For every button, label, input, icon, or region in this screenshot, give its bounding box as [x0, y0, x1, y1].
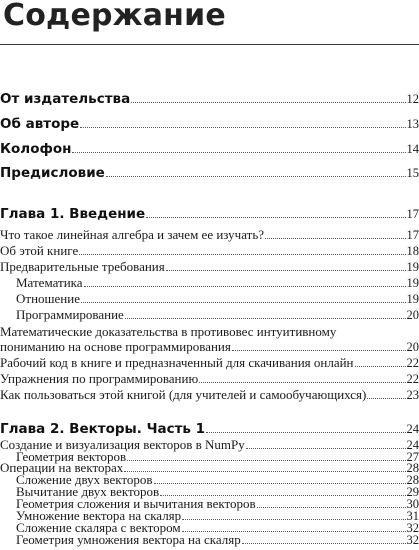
dot-leader	[131, 102, 405, 103]
dot-leader	[125, 318, 406, 319]
toc-page-number: 30	[406, 497, 419, 512]
dot-leader	[367, 398, 405, 399]
dot-leader	[84, 286, 406, 287]
toc-chapter-1[interactable]	[0, 206, 419, 224]
toc-entry-label: пониманию на основе программирования	[0, 339, 231, 354]
toc-entry-label: Создание и визуализация векторов в NumPy	[0, 436, 245, 452]
toc-page-number: 19	[406, 260, 419, 274]
toc-page-number: 17	[406, 228, 419, 242]
toc-page-number: 24	[406, 422, 419, 436]
toc-entry-label: Отношение	[16, 291, 80, 306]
toc-page-number: 28	[406, 461, 419, 476]
dot-leader	[199, 382, 405, 383]
toc-entry-label: Сложение скаляра с вектором	[16, 520, 181, 536]
toc-page-number: 15	[406, 166, 419, 180]
toc-page-number: 18	[406, 244, 419, 258]
toc-page-number: 22	[406, 356, 419, 370]
dot-leader	[206, 432, 405, 433]
title-rule	[0, 44, 419, 45]
dot-leader	[166, 270, 406, 271]
toc-entry-label: Что такое линейная алгебра и зачем ее изучать?	[0, 227, 265, 242]
dot-leader	[80, 127, 405, 128]
toc-page-number: 23	[406, 388, 419, 402]
toc-entry-label: Геометрия сложения и вычитания векторов	[16, 496, 256, 512]
toc-entry-label: Геометрия векторов	[16, 448, 127, 464]
toc-entry-label: Об авторе	[0, 116, 80, 132]
toc-page-number: 20	[406, 340, 419, 354]
toc-entry-label: Сложение двух векторов	[16, 472, 153, 488]
toc-page-number: 14	[406, 142, 419, 156]
toc-entry-label: Рабочий код в книге и предназначенный для скачивания онлайн	[0, 355, 354, 370]
page-title: Содержание	[3, 0, 226, 33]
toc-page-number: 22	[406, 372, 419, 386]
toc-entry-front-3[interactable]	[0, 141, 419, 159]
toc-page-number: 29	[406, 485, 419, 500]
toc-entry-label: Операции на векторах	[0, 460, 124, 476]
toc-entry-label: Математика	[16, 275, 83, 290]
toc-page-number: 32	[406, 533, 419, 547]
toc-entry-label-line1: Математические доказательства в противовес интуитивному	[0, 324, 337, 339]
dot-leader	[106, 176, 406, 177]
toc-page-number: 28	[406, 473, 419, 488]
dot-leader	[81, 302, 406, 303]
toc-entry-label: Колофон	[0, 141, 72, 157]
toc-entry-front-4[interactable]	[0, 165, 419, 183]
chapter-title: Глава 1. Введение	[0, 206, 146, 222]
toc-page-number: 12	[406, 92, 419, 106]
toc-entry[interactable]	[0, 387, 419, 405]
chapter-title: Глава 2. Векторы. Часть 1	[0, 421, 206, 437]
toc-page-number: 24	[406, 437, 419, 452]
toc-entry-label: Программирование	[16, 307, 124, 322]
toc-page-number: 17	[406, 207, 419, 221]
toc-page-number: 27	[406, 449, 419, 464]
toc-entry-label: Об этой книге	[0, 243, 79, 258]
toc-page-number: 32	[406, 521, 419, 536]
toc-entry-label: Как пользоваться этой книгой (для учителей и самообучающихся)	[0, 387, 367, 402]
dot-leader	[242, 543, 406, 544]
dot-leader	[79, 254, 405, 255]
toc-entry-label: Упражнения по программированию	[0, 371, 199, 386]
dot-leader	[232, 350, 406, 351]
toc-entry-front-2[interactable]	[0, 116, 419, 134]
toc-entry-label: Предисловие	[0, 165, 105, 181]
toc-entry-label: Вычитание двух векторов	[16, 484, 160, 500]
dot-leader	[146, 217, 405, 218]
toc-page-number: 19	[406, 276, 419, 290]
toc-entry-label: Предварительные требования	[0, 259, 165, 274]
dot-leader	[355, 366, 406, 367]
toc-page-number: 19	[406, 292, 419, 306]
toc-entry-label: Умножение вектора на скаляр	[16, 508, 182, 524]
toc-subentry[interactable]	[0, 532, 419, 550]
dot-leader	[265, 238, 405, 239]
dot-leader	[72, 152, 405, 153]
toc-page-number: 31	[406, 509, 419, 524]
toc-subentry[interactable]	[0, 307, 419, 325]
toc-entry-label: От издательства	[0, 91, 131, 107]
toc-page-number: 20	[406, 308, 419, 322]
toc-entry-front-1[interactable]	[0, 91, 419, 109]
toc-page-number: 13	[406, 117, 419, 131]
toc-entry-label: Геометрия умножения вектора на скаляр	[16, 532, 241, 547]
